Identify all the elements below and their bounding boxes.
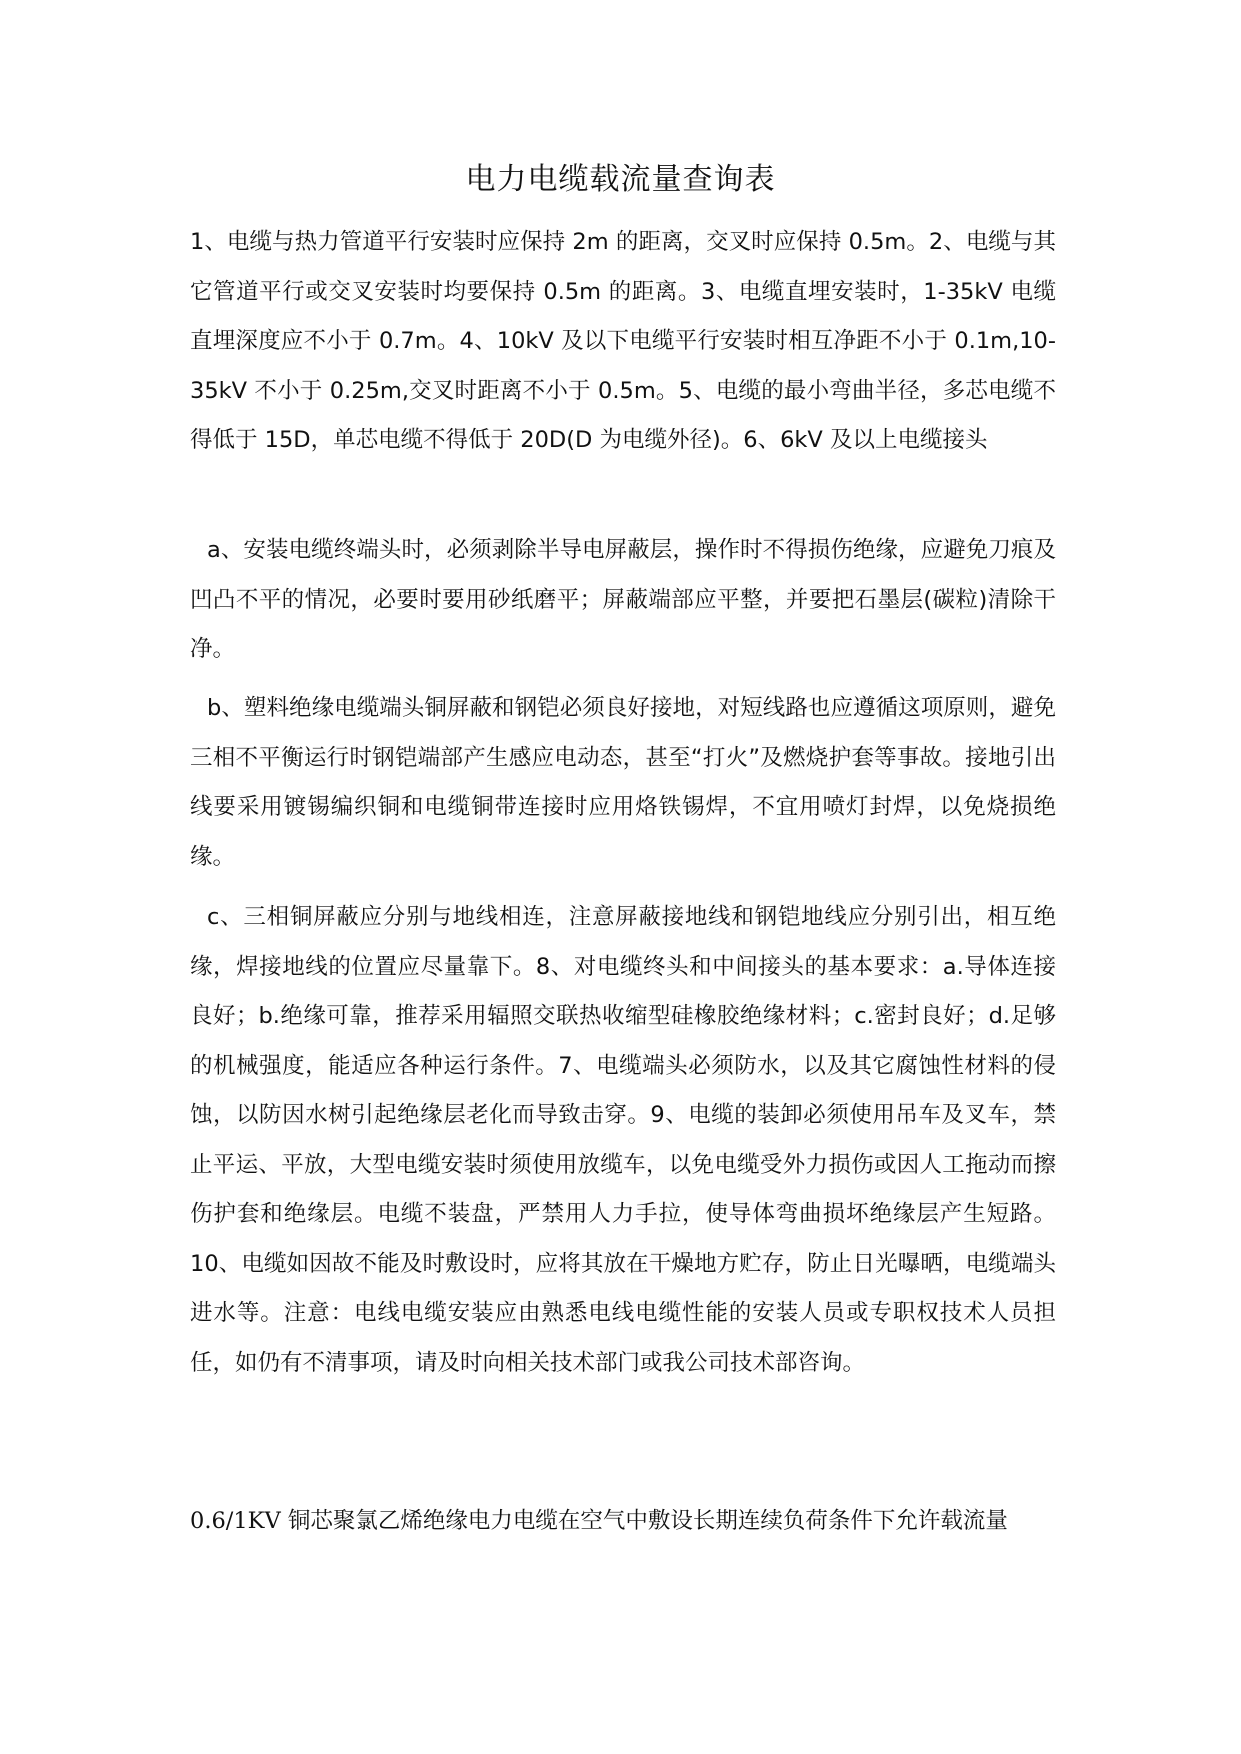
item-b-paragraph: b、塑料绝缘电缆端头铜屏蔽和钢铠必须良好接地，对短线路也应遵循这项原则，避免三相不平衡运行时钢铠端部产生感应电动态，甚至“打火”及燃烧护套等事故。接地引出线要采用镀锡编织铜和电缆铜带连接时应用烙铁锡焊，不宜用喷灯封焊，以免烧损绝缘。 [190, 695, 1056, 870]
table-caption: 0.6/1KV 铜芯聚氯乙烯绝缘电力电缆在空气中敷设长期连续负荷条件下允许载流量 [190, 1508, 1008, 1534]
installation-requirements-paragraph: 1、电缆与热力管道平行安装时应保持 2m 的距离，交叉时应保持 0.5m。2、电缆与其它管道平行或交叉安装时均要保持 0.5m 的距离。3、电缆直埋安装时，1-35kV 电缆直埋深度应不小于 0.7m。4、10kV 及以下电缆平行安装时相互净距不小于 0.1m,10-35kV 不小于 0.25m,交叉时距离不小于 0.5m。5、电缆的最小弯曲半径，多芯电缆不得低于 15D，单芯电缆不得低于 20D(D 为电缆外径)。6、6kV 及以上电缆接头 [190, 229, 1056, 453]
document-title: 电力电缆载流量查询表 [465, 162, 776, 197]
item-a-paragraph: a、安装电缆终端头时，必须剥除半导电屏蔽层，操作时不得损伤绝缘，应避免刀痕及凹凸不平的情况，必要时要用砂纸磨平；屏蔽端部应平整，并要把石墨层(碳粒)清除干净。 [190, 537, 1056, 662]
item-c-paragraph: c、三相铜屏蔽应分别与地线相连，注意屏蔽接地线和钢铠地线应分别引出，相互绝缘，焊接地线的位置应尽量靠下。8、对电缆终头和中间接头的基本要求：a.导体连接良好；b.绝缘可靠，推荐采用辐照交联热收缩型硅橡胶绝缘材料；c.密封良好；d.足够的机械强度，能适应各种运行条件。7、电缆端头必须防水，以及其它腐蚀性材料的侵蚀，以防因水树引起绝缘层老化而导致击穿。9、电缆的装卸必须使用吊车及叉车，禁止平运、平放，大型电缆安装时须使用放缆车，以免电缆受外力损伤或因人工拖动而擦伤护套和绝缘层。电缆不装盘，严禁用人力手拉，使导体弯曲损坏绝缘层产生短路。10、电缆如因故不能及时敷设时，应将其放在干燥地方贮存，防止日光曝晒，电缆端头进水等。注意：电线电缆安装应由熟悉电线电缆性能的安装人员或专职权技术人员担任，如仍有不清事项，请及时向相关技术部门或我公司技术部咨询。 [190, 904, 1056, 1376]
